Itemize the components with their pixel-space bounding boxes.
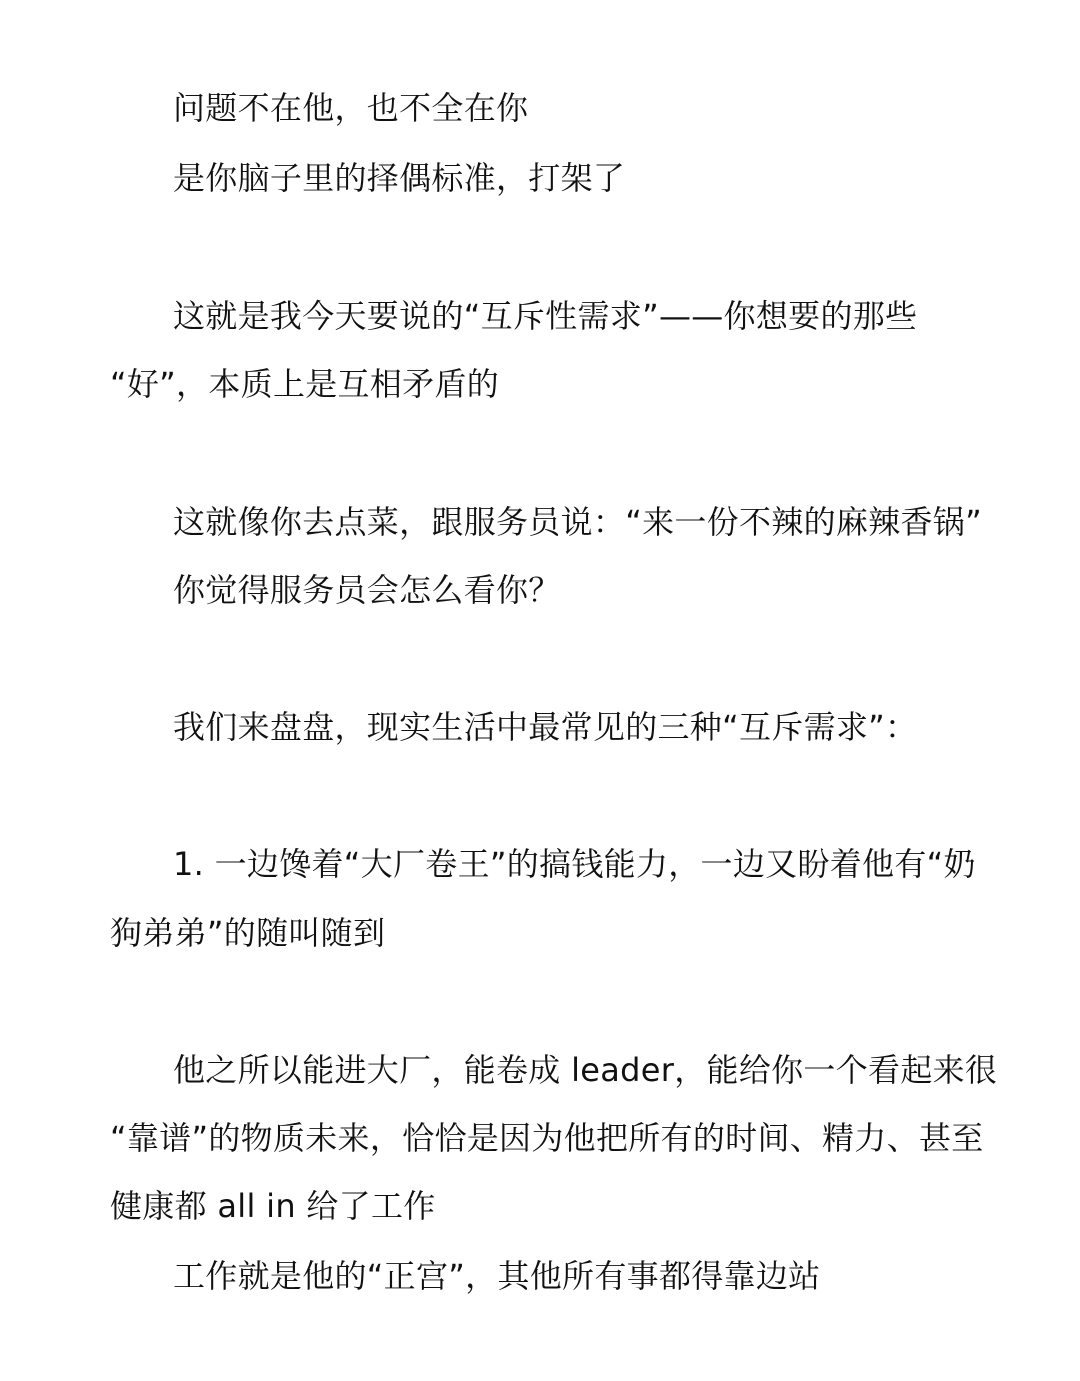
text-line: 问题不在他，也不全在你 <box>173 89 529 127</box>
text-line: “靠谱”的物质未来，恰恰是因为他把所有的时间、精力、甚至 <box>110 1119 984 1157</box>
text-line: 健康都 all in 给了工作 <box>110 1187 436 1225</box>
list-item-heading: 1. 一边馋着“大厂卷王”的搞钱能力，一边又盼着他有“奶 <box>173 845 976 883</box>
text-line: 你觉得服务员会怎么看你？ <box>173 571 561 609</box>
text-line: 是你脑子里的择偶标准，打架了 <box>173 159 626 197</box>
text-line: 这就是我今天要说的“互斥性需求”——你想要的那些 <box>173 297 918 335</box>
list-item-heading: 狗弟弟”的随叫随到 <box>110 914 386 952</box>
text-line: 他之所以能进大厂，能卷成 leader，能给你一个看起来很 <box>173 1051 998 1089</box>
text-line: “好”，本质上是互相矛盾的 <box>110 365 500 403</box>
text-line: 这就像你去点菜，跟服务员说：“来一份不辣的麻辣香锅” <box>173 503 982 541</box>
text-line: 我们来盘盘，现实生活中最常见的三种“互斥需求”： <box>173 708 918 746</box>
text-line: 工作就是他的“正宫”，其他所有事都得靠边站 <box>173 1257 821 1295</box>
